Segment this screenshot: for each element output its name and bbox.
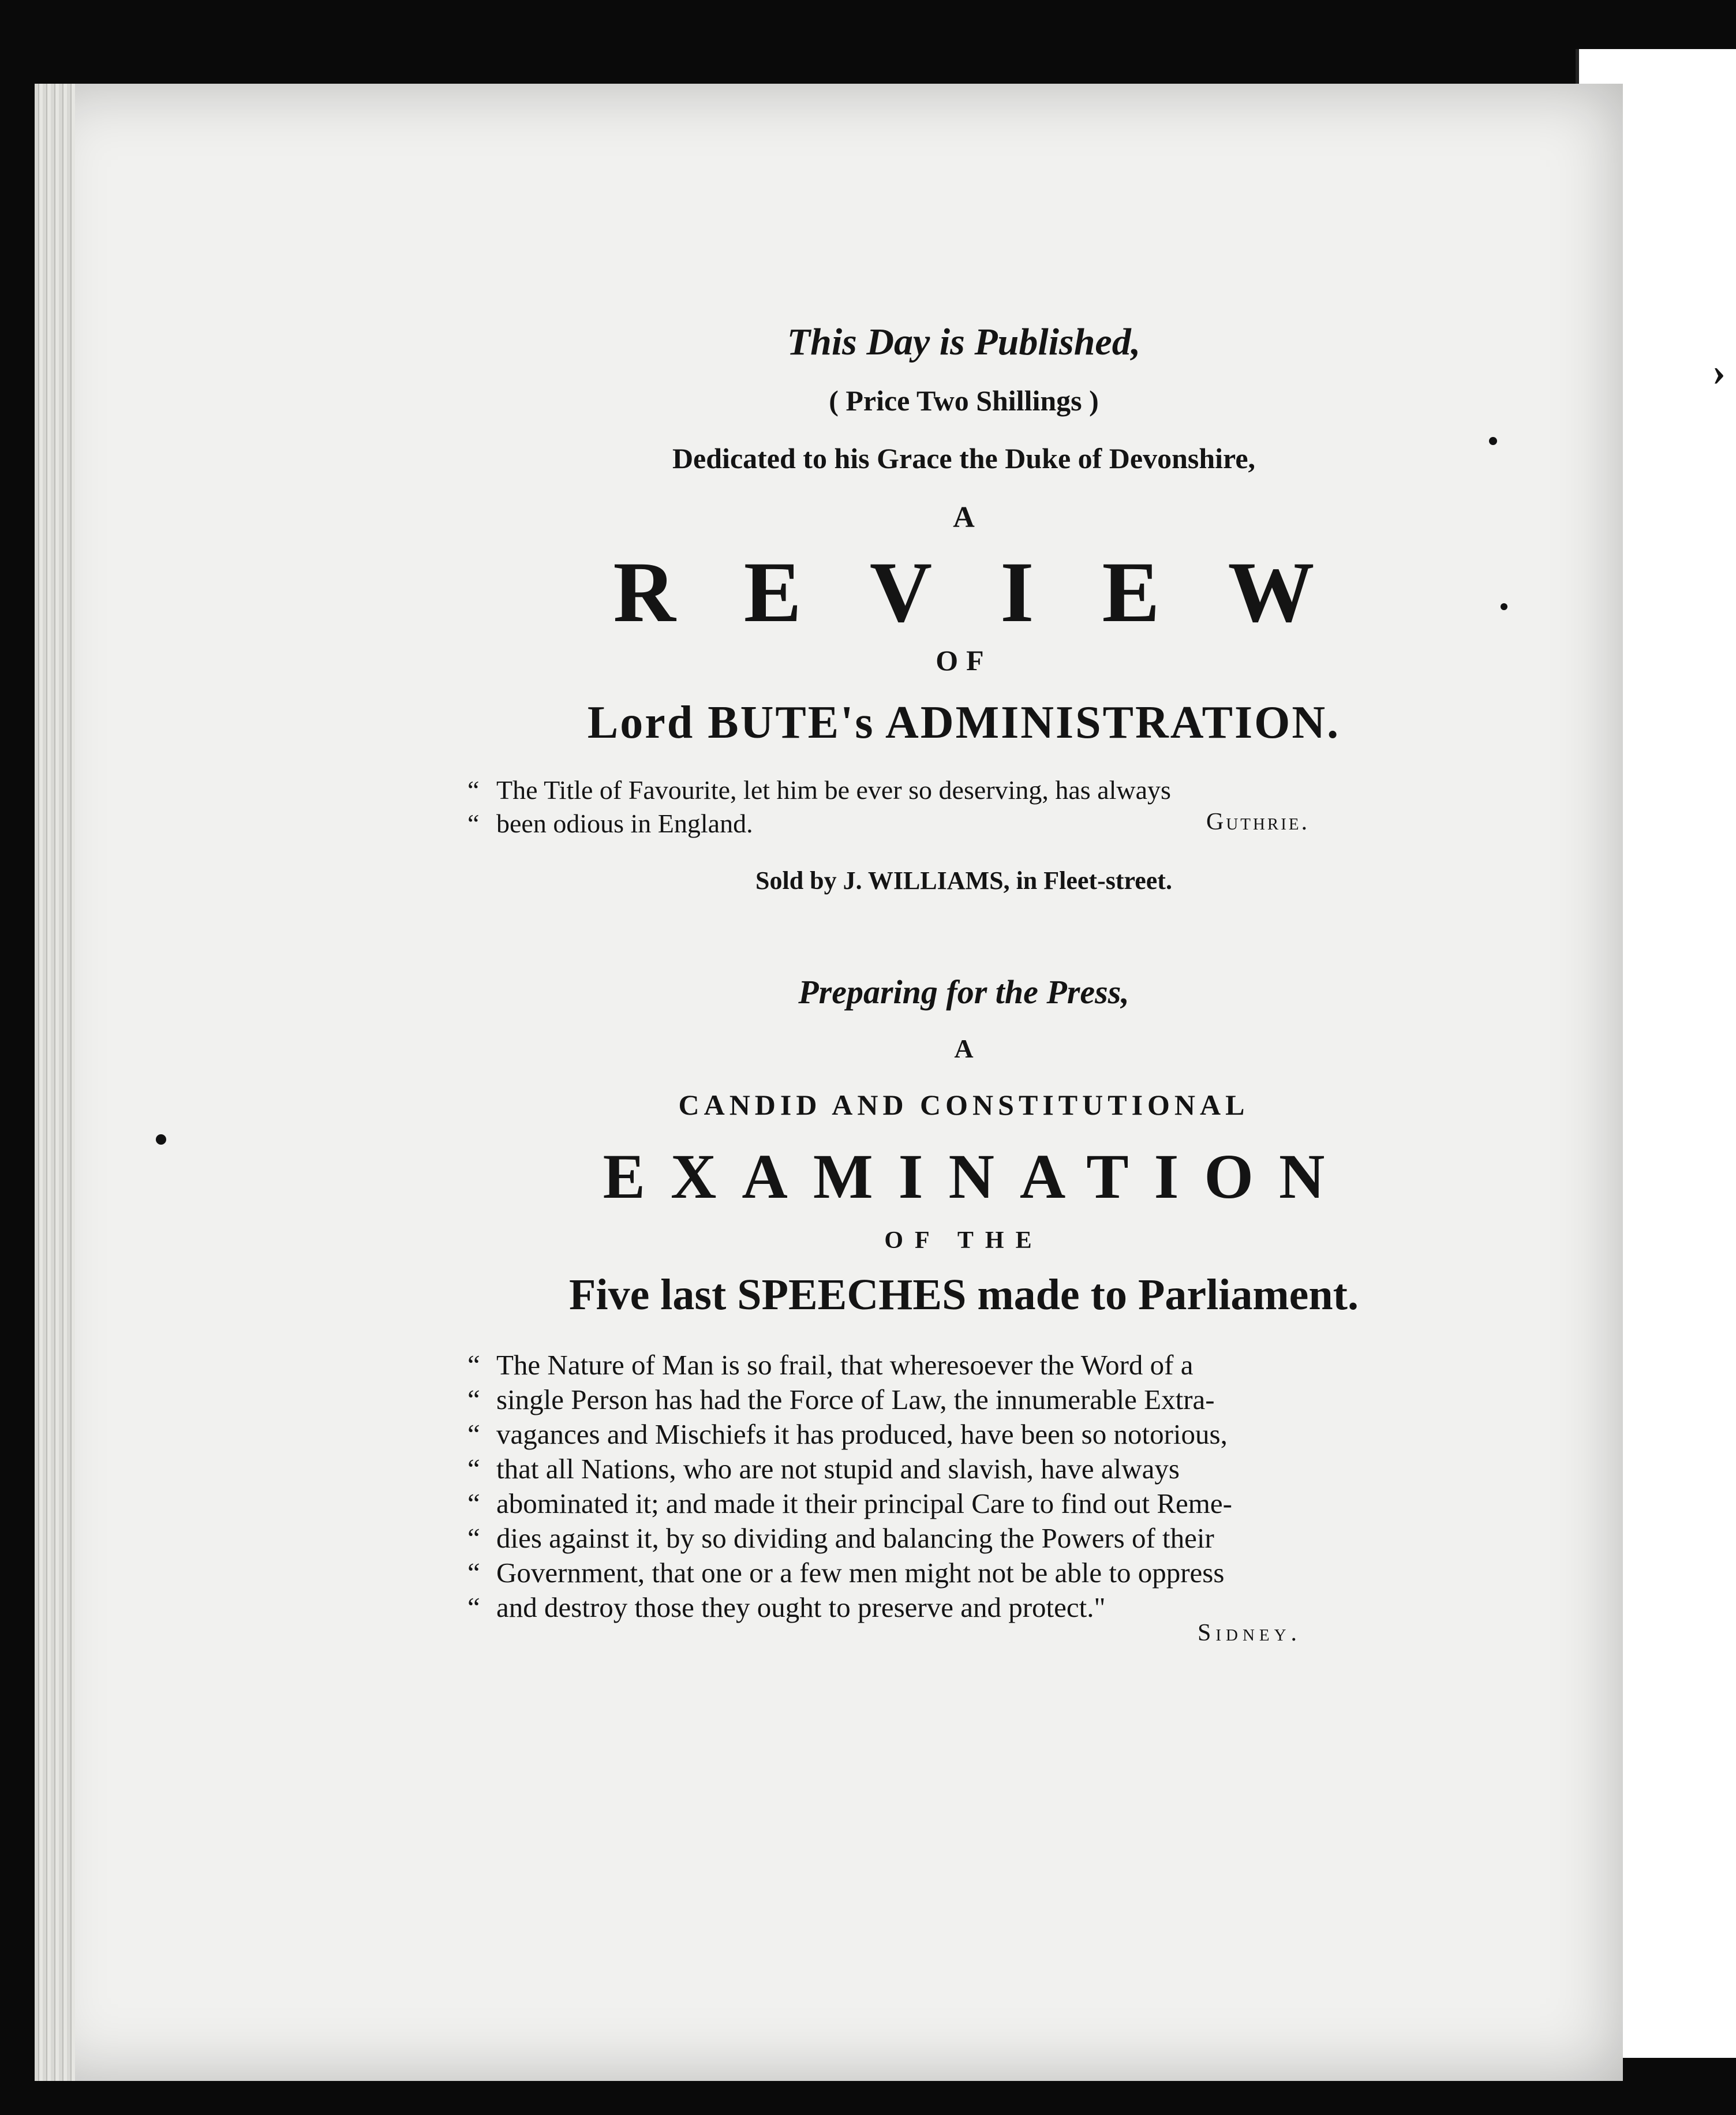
advert-one-article: A bbox=[953, 501, 975, 534]
quote-line: “ The Title of Favourite, let him be ever so deserving, has always bbox=[496, 773, 1420, 807]
quote-mark: “ bbox=[467, 1522, 480, 1554]
advert-one-price: ( Price Two Shillings ) bbox=[829, 384, 1099, 417]
quote-mark: “ bbox=[467, 1557, 480, 1589]
page-fore-edge bbox=[35, 84, 75, 2081]
ink-speck bbox=[156, 1134, 166, 1145]
quote-line: “ been odious in England. bbox=[496, 807, 1420, 840]
quote-line: “ Government, that one or a few men might not be able to oppress bbox=[496, 1556, 1414, 1590]
advert-two-descriptor: CANDID AND CONSTITUTIONAL bbox=[678, 1089, 1249, 1121]
advert-two-title: EXAMINATION bbox=[603, 1141, 1350, 1212]
advert-one-heading: This Day is Published, bbox=[787, 321, 1141, 363]
quote-mark: “ bbox=[467, 1453, 480, 1485]
quote-line: “ single Person has had the Force of Law, the innumerable Extra- bbox=[496, 1382, 1414, 1417]
advert-one-subject: Lord BUTE's ADMINISTRATION. bbox=[587, 697, 1341, 748]
quote-mark: “ bbox=[467, 1384, 480, 1415]
advert-two-of-the: OF THE bbox=[884, 1227, 1043, 1254]
advert-two-article: A bbox=[954, 1034, 974, 1063]
quote-line: “ and destroy those they ought to preserve and protect." bbox=[496, 1590, 1414, 1625]
advert-one-quote-author: Guthrie. bbox=[1206, 809, 1310, 835]
quote-mark: “ bbox=[467, 809, 480, 838]
advert-two-quote bbox=[467, 1348, 1414, 1625]
advert-two-quote-author: Sidney. bbox=[1198, 1620, 1302, 1646]
advert-one-of: OF bbox=[936, 644, 992, 677]
quote-mark: “ bbox=[467, 1591, 480, 1623]
quote-line: “ that all Nations, who are not stupid and slavish, have always bbox=[496, 1452, 1414, 1486]
quote-mark: “ bbox=[467, 1488, 480, 1519]
quote-line: “ abominated it; and made it their principal Care to find out Reme- bbox=[496, 1486, 1414, 1521]
quote-line: “ dies against it, by so dividing and balancing the Powers of their bbox=[496, 1521, 1414, 1556]
quote-line: “ The Nature of Man is so frail, that wheresoever the Word of a bbox=[496, 1348, 1414, 1382]
quote-line: “ vagances and Mischiefs it has produced, have been so notorious, bbox=[496, 1417, 1414, 1452]
advert-two-heading: Preparing for the Press, bbox=[798, 973, 1129, 1011]
quote-mark: “ bbox=[467, 1349, 480, 1381]
facing-page-mark: › bbox=[1712, 350, 1726, 394]
ink-speck bbox=[1501, 603, 1507, 610]
quote-mark: “ bbox=[467, 1418, 480, 1450]
ink-speck bbox=[1489, 437, 1497, 445]
advert-one-seller: Sold by J. WILLIAMS, in Fleet-street. bbox=[755, 866, 1172, 895]
advert-one-dedication: Dedicated to his Grace the Duke of Devonshire, bbox=[672, 442, 1256, 474]
printed-page bbox=[35, 84, 1623, 2081]
advert-one-title: REVIEW bbox=[613, 544, 1383, 640]
advert-two-subject: Five last SPEECHES made to Parliament. bbox=[569, 1271, 1359, 1319]
quote-mark: “ bbox=[467, 775, 480, 805]
